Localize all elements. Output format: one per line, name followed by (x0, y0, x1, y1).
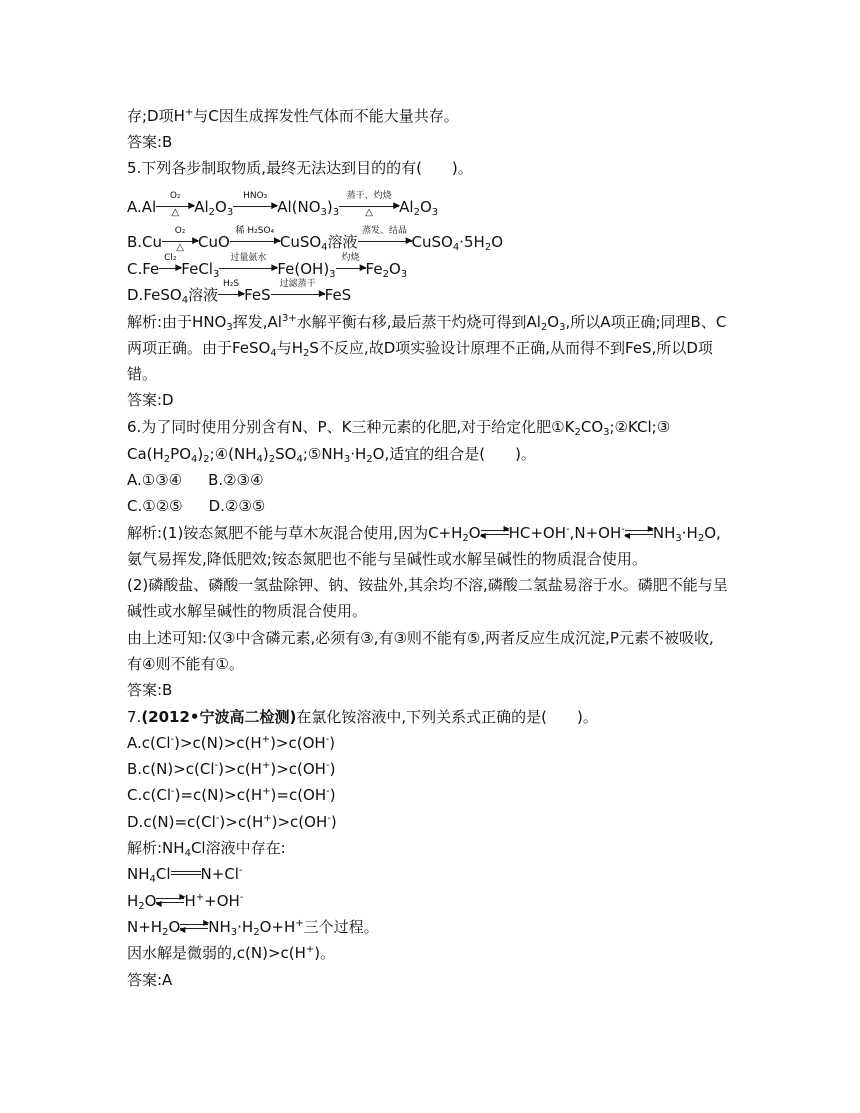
option-6c: C.①②⑤ (127, 497, 183, 515)
equation-line: $N+H_2O$ ▶ ◀ $NH_3\cdot H_2O+H^+$三个过程。 (127, 918, 379, 938)
reaction-arrow: 蒸干、灼烧 ▶ △ (339, 202, 399, 212)
equilibrium-arrow: ▶ ◀ (155, 892, 186, 908)
reaction-arrow: 过量氨水 ▶ (219, 264, 277, 274)
reaction-arrow: 过滤蒸干 ▶ (271, 290, 325, 300)
option-6b: B.②③④ (208, 471, 264, 489)
equals-sign (171, 869, 201, 879)
reaction-arrow: 灼烧 ▶ (336, 264, 366, 274)
equation-line: $H_2O$ ▶ ◀ H++OH- (127, 892, 244, 912)
source-tag: (2012•宁波高二检测) (141, 708, 297, 726)
explanation-line: 解析:由于$HNO_3$挥发$,Al^{3+}$水解平衡右移,最后蒸干灼烧可得到$Al_2O_3$,所以A项正确;同理B、C (127, 313, 727, 333)
explanation-line: 解析$:NH_4Cl$溶液中存在: (127, 839, 286, 859)
option-7b: B.c(N)>c(Cl-)>c(H+)>c(OH-) (127, 760, 336, 778)
explanation-line: (2)磷酸盐、磷酸一氢盐除钾、钠、铵盐外,其余均不溶,磷酸二氢盐易溶于水。磷肥不能与呈 (127, 576, 728, 594)
option-5c: C.Fe Cl₂ ▶ FeCl$_3$ 过量氨水 ▶ $Fe(OH)_3$ 灼烧 ▶ $Fe_2O_3$ (127, 253, 408, 280)
option-6a: A.①③④ (127, 471, 183, 489)
explanation-line: 有④则不能有①。 (127, 655, 244, 673)
question-5-stem: 5.下列各步制取物质,最终无法达到目的的有( )。 (127, 159, 473, 177)
explanation-line: 两项正确。由于FeSO$_4$与$H_2S$不反应,故D项实验设计原理不正确,从而得不到FeS,所以D项 (127, 339, 713, 359)
option-7d: D.c(N)=c(Cl-)>c(H+)>c(OH-) (127, 813, 337, 831)
reaction-arrow: O₂ ▶ △ (162, 237, 198, 247)
reaction-arrow: O₂ ▶ △ (156, 202, 194, 212)
explanation-line: 碱性或水解呈碱性的物质混合使用。 (127, 602, 368, 620)
explanation-line: 因水解是微弱的,c(N)>c(H+)。 (127, 944, 336, 962)
reaction-arrow: H₂S ▶ (218, 290, 244, 300)
question-7-stem: 7.(2012•宁波高二检测)在氯化铵溶液中,下列关系式正确的是( )。 (127, 708, 598, 726)
question-6-stem: $Ca(H_2PO_4)_2;④(NH_4)_2SO_4;⑤NH_3\cdot H_2O$,适宜的组合是( )。 (127, 445, 536, 465)
option-5d: D.FeSO$_4$溶液 H₂S ▶ FeS 过滤蒸干 ▶ FeS (127, 279, 352, 306)
option-7a: A.c(Cl-)>c(N)>c(H+)>c(OH-) (127, 734, 336, 752)
reaction-arrow: 蒸发、结晶 ▶ (358, 237, 412, 247)
options-line (127, 470, 264, 490)
answer-line: 答案:B (127, 133, 173, 151)
explanation-line: 氨气易挥发,降低肥效;铵态氮肥也不能与呈碱性或水解呈碱性的物质混合使用。 (127, 550, 647, 568)
option-5b: B.Cu O₂ ▶ △ CuO 稀 H₂SO₄ ▶ CuSO$_4$溶液 蒸发、结晶 ▶ $CuSO_4\cdot 5H_2O$ (127, 226, 504, 253)
reaction-arrow: HNO₃ ▶ (233, 202, 277, 212)
reaction-arrow: 稀 H₂SO₄ ▶ (230, 237, 280, 247)
equilibrium-arrow: ▶ ◀ (479, 524, 510, 540)
equilibrium-arrow: ▶ ◀ (623, 524, 654, 540)
reaction-arrow: Cl₂ ▶ (159, 264, 181, 274)
explanation-line: 解析:(1)铵态氮肥不能与草木灰混合使用,因为$C+H_2O$ ▶ ◀ HC+OH-,N+OH- ▶ ◀ $NH_3\cdot H_2O$, (127, 524, 721, 544)
option-6d: D.②③⑤ (208, 497, 266, 515)
question-6-stem: 6.为了同时使用分别含有N、P、K三种元素的化肥,对于给定化肥$①K_2CO_3;②KCl;③$ (127, 418, 671, 438)
answer-line: 答案:A (127, 971, 173, 989)
equilibrium-arrow: ▶ ◀ (179, 918, 210, 934)
explanation-line: 由上述可知:仅③中含磷元素,必须有③,有③则不能有⑤,两者反应生成沉淀,P元素不被吸收, (127, 629, 714, 647)
options-line (127, 496, 265, 516)
answer-line: 答案:D (127, 391, 174, 409)
option-7c: C.c(Cl-)=c(N)>c(H+)=c(OH-) (127, 786, 336, 804)
equation-line: $NH_4Cl$ N+Cl- (127, 865, 243, 885)
option-5a: A.Al O₂ ▶ △ $Al_2O_3$ HNO₃ ▶ $Al(NO_3)_3$ 蒸干、灼烧 ▶ △ $Al_2O_3$ (127, 191, 439, 218)
explanation-line: 错。 (127, 365, 158, 383)
answer-line: 答案:B (127, 681, 173, 699)
text-line: 存;D项H+与C因生成挥发性气体而不能大量共存。 (127, 107, 459, 125)
